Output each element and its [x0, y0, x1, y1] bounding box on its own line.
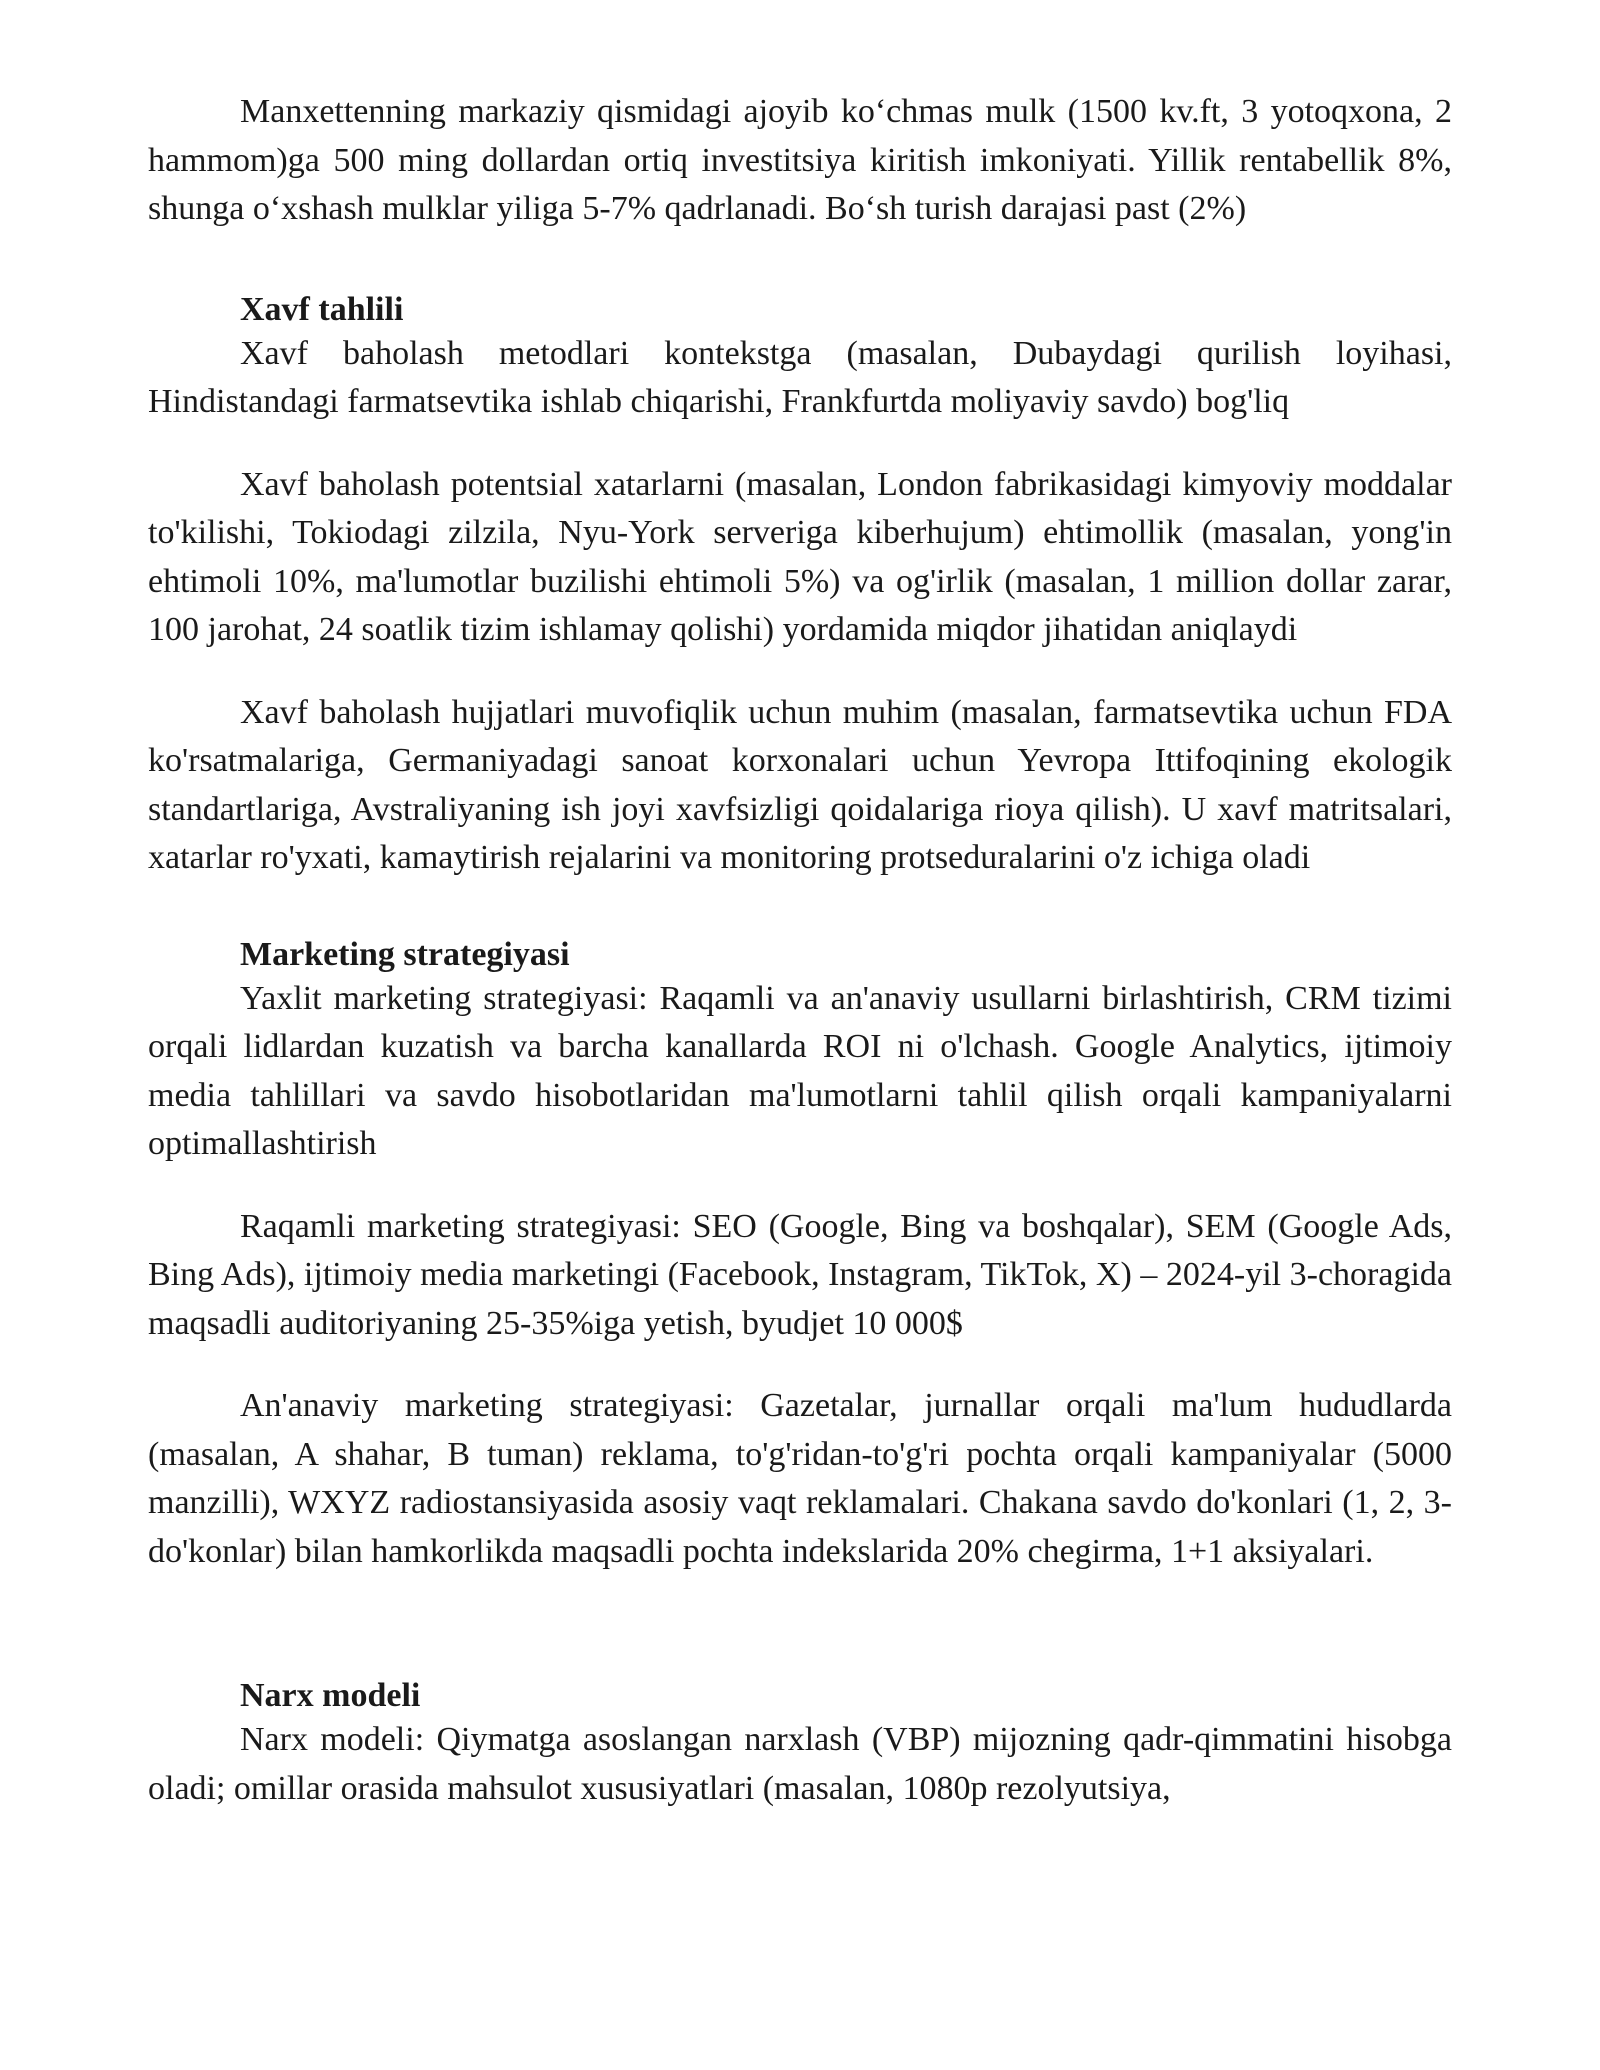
paragraph-risk-methods: Xavf baholash metodlari kontekstga (masalan, Dubaydagi qurilish loyihasi, Hindistandagi farmatsevtika ishlab chiqarishi, Frankfurtda moliyaviy savdo) bog'liq [148, 334, 1452, 420]
heading-marketing-strategy: Marketing strategiyasi [240, 935, 570, 973]
paragraph-risk-quantify: Xavf baholash potentsial xatarlarni (masalan, London fabrikasidagi kimyoviy moddalar to'kilishi, Tokiodagi zilzila, Nyu-York serveriga kiberhujum) ehtimollik (masalan, yong'in ehtimoli 10%, ma'lumotlar buzilishi ehtimoli 5%) va og'irlik (masalan, 1 million dollar zarar, 100 jarohat, 24 soatlik tizim ishlamay qolishi) yordamida miqdor jihatidan aniqlaydi [148, 465, 1452, 648]
paragraph-real-estate: Manxettenning markaziy qismidagi ajoyib koʻchmas mulk (1500 kv.ft, 3 yotoqxona, 2 hammom)ga 500 ming dollardan ortiq investitsiya kiritish imkoniyati. Yillik rentabellik 8%, shunga oʻxshash mulklar yiliga 5-7% qadrlanadi. Boʻsh turish darajasi past (2%) [148, 93, 1452, 227]
heading-risk-analysis: Xavf tahlili [240, 290, 404, 328]
paragraph-digital-marketing: Raqamli marketing strategiyasi: SEO (Google, Bing va boshqalar), SEM (Google Ads, Bing Ads), ijtimoiy media marketingi (Facebook, Instagram, TikTok, X) – 2024-yil 3-choragida maqsadli auditoriyaning 25-35%iga yetish, byudjet 10 000$ [148, 1207, 1452, 1342]
document-page [148, 88, 1452, 1813]
heading-pricing-model: Narx modeli [240, 1677, 421, 1714]
paragraph-holistic-marketing: Yaxlit marketing strategiyasi: Raqamli va an'anaviy usullarni birlashtirish, CRM tizimi orqali lidlardan kuzatish va barcha kanallarda ROI ni o'lchash. Google Analytics, ijtimoiy media tahlillari va savdo hisobotlaridan ma'lumotlarni tahlil qilish orqali kampaniyalarni optimallashtirish [148, 979, 1452, 1162]
paragraph-pricing-model: Narx modeli: Qiymatga asoslangan narxlash (VBP) mijozning qadr-qimmatini hisobga oladi; omillar orasida mahsulot xususiyatlari (masalan, 1080p rezolyutsiya, [148, 1721, 1452, 1807]
paragraph-traditional-marketing: An'anaviy marketing strategiyasi: Gazetalar, jurnallar orqali ma'lum hududlarda (masalan, A shahar, B tuman) reklama, to'g'ridan-to'g'ri pochta orqali kampaniyalar (5000 manzilli), WXYZ radiostansiyasida asosiy vaqt reklamalari. Chakana savdo do'konlari (1, 2, 3-do'konlar) bilan hamkorlikda maqsadli pochta indekslarida 20% chegirma, 1+1 aksiyalari. [148, 1387, 1452, 1570]
paragraph-risk-documents: Xavf baholash hujjatlari muvofiqlik uchun muhim (masalan, farmatsevtika uchun FDA ko'rsatmalariga, Germaniyadagi sanoat korxonalari uchun Yevropa Ittifoqining ekologik standartlariga, Avstraliyaning ish joyi xavfsizligi qoidalariga rioya qilish). U xavf matritsalari, xatarlar ro'yxati, kamaytirish rejalarini va monitoring protseduralarini o'z ichiga oladi [148, 693, 1452, 876]
